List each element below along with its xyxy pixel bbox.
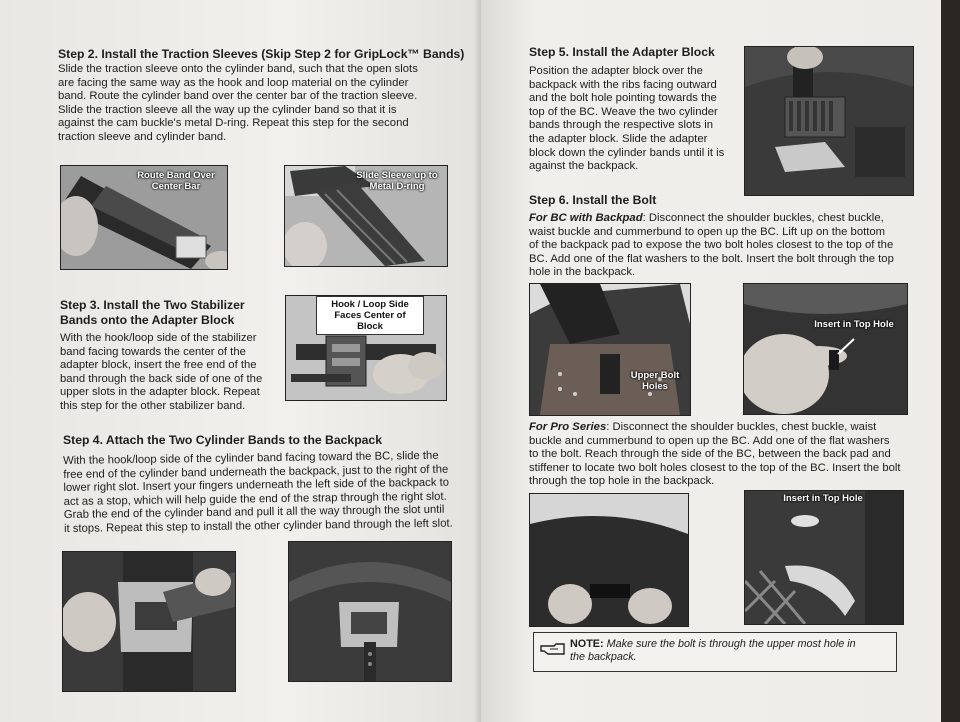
hook-loop-caption-line: Faces Center of Block — [334, 310, 406, 332]
pro-line: buckle and cummerbund to open up the BC. Add one of the flat washers — [529, 434, 890, 447]
backpad-line — [529, 212, 913, 226]
step5-heading: Step 5. Install the Adapter Block — [529, 45, 715, 59]
step6-heading: Step 6. Install the Bolt — [529, 193, 657, 207]
right-page — [481, 0, 941, 722]
step5-line: the adapter block. Slide the adapter — [529, 132, 708, 145]
note-line: the backpack. — [570, 651, 637, 663]
hook-loop-caption — [316, 296, 424, 335]
pro-line: through the top hole in the backpack. — [529, 475, 715, 488]
hook-loop-caption-line: Hook / Loop Side — [331, 299, 409, 310]
step3-heading-line: Step 3. Install the Two Stabilizer — [60, 298, 245, 312]
step2-heading: Step 2. Install the Traction Sleeves (Skip Step 2 for GripLock™ Bands) — [58, 47, 465, 61]
step4-text — [63, 450, 454, 537]
pointing-hand-icon — [540, 641, 566, 657]
photo-route-band — [60, 165, 228, 270]
photo-slide-sleeve — [284, 165, 448, 267]
backpad-line: of the backpack pad to expose the two bolt holes closest to the top of the — [529, 239, 894, 252]
step3-heading — [60, 298, 270, 328]
step3-line: band through the back side of one of the — [60, 372, 263, 385]
step2-line: traction sleeve and cylinder band. — [58, 130, 227, 143]
step5-line: block down the cylinder bands until it is — [529, 146, 725, 159]
slide-sleeve-caption: Slide Sleeve up to Metal D-ring — [356, 170, 438, 192]
step2-line: Slide the traction sleeve all the way up the cylinder band so that it is — [58, 103, 397, 116]
pro-label: For Pro Series — [529, 421, 607, 433]
backpad-line: BC. Add one of the flat washers to the bolt. Insert the bolt through the top — [529, 252, 894, 265]
step4-line: it stops. Repeat this step to install the other cylinder band through the left slot. — [63, 517, 453, 535]
photo-hook-loop — [285, 295, 447, 401]
pro-line: stiffener to locate two bolt holes closest to the top of the BC. Insert the bolt — [529, 461, 901, 474]
step3-line: With the hook/loop side of the stabilizer — [60, 332, 257, 344]
step2-line: are facing the same way as the hook and loop material on the cylinder — [58, 76, 409, 89]
note-box — [533, 632, 897, 672]
step2-line: Slide the traction sleeve onto the cylinder band, such that the open slots — [58, 63, 418, 75]
note-line — [570, 638, 890, 651]
step5-text — [529, 65, 737, 174]
insert-top-hole-caption-2: Insert in Top Hole — [783, 493, 863, 504]
step6-backpad-text — [529, 212, 913, 280]
note-label: NOTE: — [570, 638, 604, 650]
step4-line: With the hook/loop side of the cylinder band facing toward the BC, slide the — [63, 449, 439, 467]
step2-line: against the cam buckle's metal D-ring. Repeat this step for the second — [58, 117, 409, 130]
step4-line: Grab the end of the cylinder band and pull it all the way through the slot until — [63, 504, 445, 522]
step3-heading-line: Bands onto the Adapter Block — [60, 313, 235, 327]
step5-line: Position the adapter block over the — [529, 65, 703, 77]
backpad-label: For BC with Backpad — [529, 212, 643, 224]
backpad-line: waist buckle and cummerbund to open up the BC. Lift up on the bottom — [529, 225, 886, 238]
pro-line-text: : Disconnect the shoulder buckles, chest buckle, waist — [606, 421, 877, 433]
step5-line: against the backpack. — [529, 160, 639, 173]
step5-line: backpack with the ribs facing outward — [529, 78, 717, 91]
step4-line: free end of the cylinder band underneath the backpack, just to the right of the — [63, 463, 449, 481]
step3-line: upper slots in the adapter block. Repeat — [60, 386, 260, 399]
backpad-line: hole in the backpack. — [529, 266, 636, 279]
photo-backpack-slot — [62, 551, 236, 692]
step5-line: top of the BC. Weave the two cylinder — [529, 105, 718, 118]
photo-upper-bolt-holes — [529, 283, 691, 416]
upper-bolt-holes-caption — [622, 370, 688, 392]
step4-heading: Step 4. Attach the Two Cylinder Bands to the Backpack — [63, 433, 382, 447]
step4-line: lower right slot. Insert your fingers underneath the left side of the backpack to — [63, 476, 450, 495]
step5-line: bands through the respective slots in — [529, 119, 713, 132]
step3-line: band facing towards the center of the — [60, 345, 246, 358]
photo-pro-backpad — [529, 493, 689, 627]
step3-text — [60, 332, 268, 414]
photo-insert-top-hole — [743, 283, 908, 415]
pro-line — [529, 421, 913, 435]
note-line-text: Make sure the bolt is through the upper most hole in — [603, 638, 856, 650]
photo-backpack-bands — [288, 541, 452, 682]
step2-text — [58, 63, 448, 145]
upper-bolt-caption-line: Holes — [642, 381, 668, 392]
insert-top-hole-caption: Insert in Top Hole — [814, 319, 894, 330]
photo-pro-insert — [744, 490, 904, 625]
backpad-line-text: : Disconnect the shoulder buckles, chest buckle, — [642, 212, 884, 224]
route-band-caption: Route Band Over Center Bar — [137, 170, 215, 192]
step3-line: adapter block, insert the free end of the — [60, 359, 257, 372]
step6-pro-text — [529, 421, 913, 489]
step3-line: this step for the other stabilizer band. — [60, 399, 246, 412]
pro-line: to the bolt. Reach through the side of the BC, between the back pad and — [529, 448, 891, 461]
photo-adapter-block — [744, 46, 914, 196]
upper-bolt-caption-line: Upper Bolt — [630, 370, 680, 381]
note-text — [570, 638, 890, 664]
step2-line: band. Route the cylinder band over the center bar of the traction sleeve. — [58, 90, 418, 103]
step5-line: and the bolt hole pointing towards the — [529, 92, 717, 105]
step4-line: act as a stop, which will help guide the end of the strap through the right slot. — [63, 490, 447, 508]
